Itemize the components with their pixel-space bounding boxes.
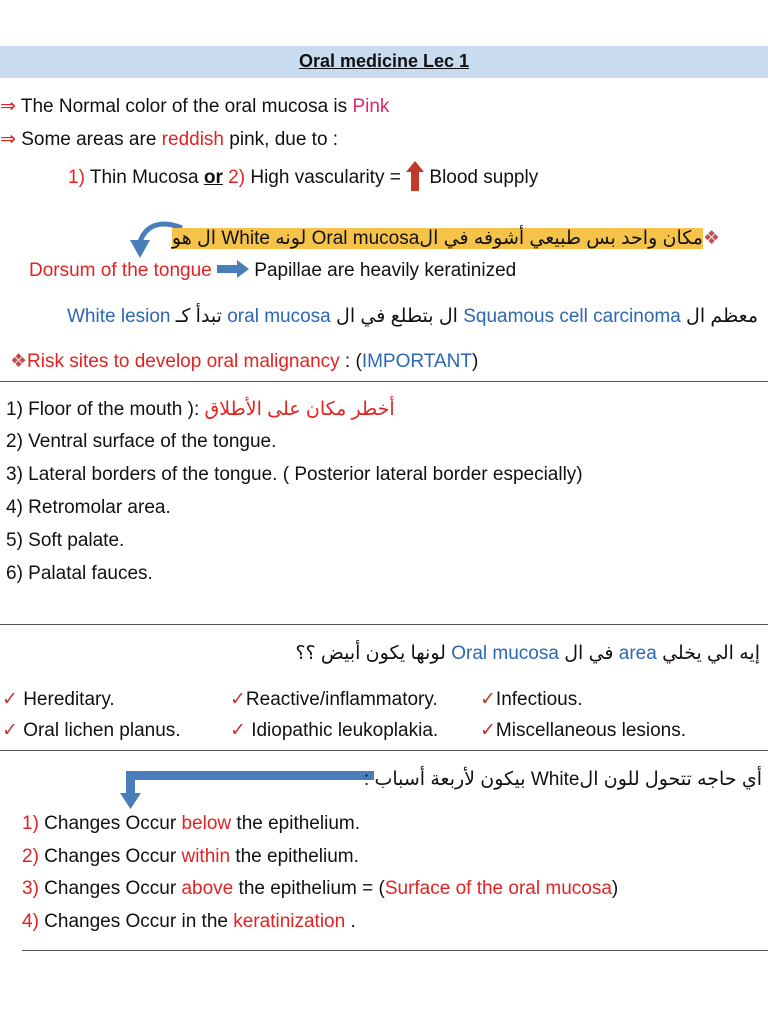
change-text: the epithelium = ( [233,878,385,899]
arabic-text: ال بتطلع في ال [330,306,464,327]
arabic-text: لونها يكون أبيض ؟؟ [295,643,452,664]
separator: ) [471,351,479,372]
intro-line-2 [0,128,338,151]
change-keyword: within [181,846,231,867]
oral-mucosa-text: oral mucosa [227,306,331,327]
scc-text: Squamous cell carcinoma [463,306,681,327]
white-area-question [295,642,760,665]
change-keyword: Surface of the oral mucosa [384,878,612,899]
divider [22,950,768,951]
papillae-text: Papillae are heavily keratinized [254,260,517,281]
change-text: the epithelium. [230,846,359,867]
important-text: IMPORTANT [361,351,472,372]
arabic-text: معظم ال [680,306,758,327]
item-number: 1) [22,813,39,834]
reddish-text: reddish [161,129,224,150]
item-number: 2) [22,846,39,867]
intro-line-1 [0,95,389,118]
divider [0,624,768,625]
highlighted-arabic-text: مكان واحد بس طبيعي أشوفه في الOral mucosa لونه White ال هو [171,228,703,249]
cause-infectious [480,688,583,711]
risk-item-5: 5) Soft palate. [6,530,125,551]
check-icon: ✓ [480,720,496,741]
arabic-white-place [172,227,720,250]
divider [0,381,768,382]
arabic-note: أخطر مكان على الأطلاق [204,399,395,420]
cause-text: Oral lichen planus. [23,720,181,741]
cause-hereditary [2,688,115,711]
change-text: Changes Occur [38,813,182,834]
cause-lichen-planus [2,719,181,742]
change-item-2 [22,846,359,868]
cause-text: Hereditary. [23,689,115,710]
check-icon: ✓ [2,720,18,741]
diamond-bullet-icon: ❖ [10,351,28,372]
change-item-3 [22,878,618,900]
cause-leukoplakia [230,719,438,742]
cause-text: Infectious. [495,689,583,710]
change-text: the epithelium. [231,813,360,834]
white-lesion-text: White lesion [67,306,171,327]
risk-heading-text: Risk sites to develop oral malignancy [27,351,340,372]
change-text: Changes Occur [38,878,182,899]
check-icon: ✓ [230,689,246,710]
item-number: 1) [68,167,85,188]
arrow-icon: ⇒ [0,96,16,117]
or-text: or [203,167,223,188]
pink-text: Pink [352,96,390,117]
up-arrow-icon [406,161,424,191]
arabic-text: في ال [558,643,619,664]
scc-line [67,305,758,328]
thin-mucosa-text: Thin Mucosa [84,167,204,188]
arabic-text: تبدأ كـ [170,306,228,327]
change-text: Changes Occur in the [38,911,234,932]
item-number: 4) [22,911,39,932]
intro-text: Some areas are [21,129,162,150]
change-keyword: below [181,813,232,834]
change-keyword: keratinization [233,911,346,932]
risk-item-text: 1) Floor of the mouth ): [6,399,200,420]
separator: : ( [339,351,362,372]
risk-item-4: 4) Retromolar area. [6,497,171,518]
arabic-text: إيه الي يخلي [656,643,760,664]
risk-item-1 [6,398,395,421]
cause-miscellaneous [480,719,686,742]
right-arrow-icon [217,260,249,278]
change-item-1 [22,813,360,835]
item-number: 2) [228,167,246,188]
page-title: Oral medicine Lec 1 [298,51,470,71]
cause-text: Reactive/inflammatory. [245,689,438,710]
change-text: . [345,911,356,932]
diamond-bullet-icon: ❖ [702,228,720,249]
check-icon: ✓ [230,720,246,741]
change-text: ) [611,878,619,899]
blood-supply-text: Blood supply [424,167,539,188]
divider [0,750,768,751]
intro-line-3 [68,161,538,191]
risk-item-3: 3) Lateral borders of the tongue. ( Posterior lateral border especially) [6,464,583,485]
change-text: Changes Occur [38,846,182,867]
bent-arrow-icon [118,769,376,811]
cause-text: Miscellaneous lesions. [495,720,687,741]
change-keyword: above [181,878,234,899]
area-text: area [618,643,657,664]
cause-reactive [230,688,438,711]
intro-text: The Normal color of the oral mucosa is [20,96,353,117]
intro-text: pink, due to : [224,129,339,150]
check-icon: ✓ [2,689,18,710]
item-number: 3) [22,878,39,899]
dorsum-line [29,260,516,282]
risk-item-2: 2) Ventral surface of the tongue. [6,431,277,452]
cause-text: Idiopathic leukoplakia. [251,720,439,741]
arrow-icon: ⇒ [0,129,16,150]
check-icon: ✓ [480,689,496,710]
changes-heading: أي حاجه تتحول للون الWhite بيكون لأربعة أسباب : [363,769,762,790]
oral-mucosa-text: Oral mucosa [451,643,559,664]
change-item-4 [22,911,356,933]
dorsum-text: Dorsum of the tongue [29,260,212,281]
vascularity-text: High vascularity = [245,167,407,188]
risk-heading [10,350,478,373]
risk-item-6: 6) Palatal fauces. [6,563,153,584]
